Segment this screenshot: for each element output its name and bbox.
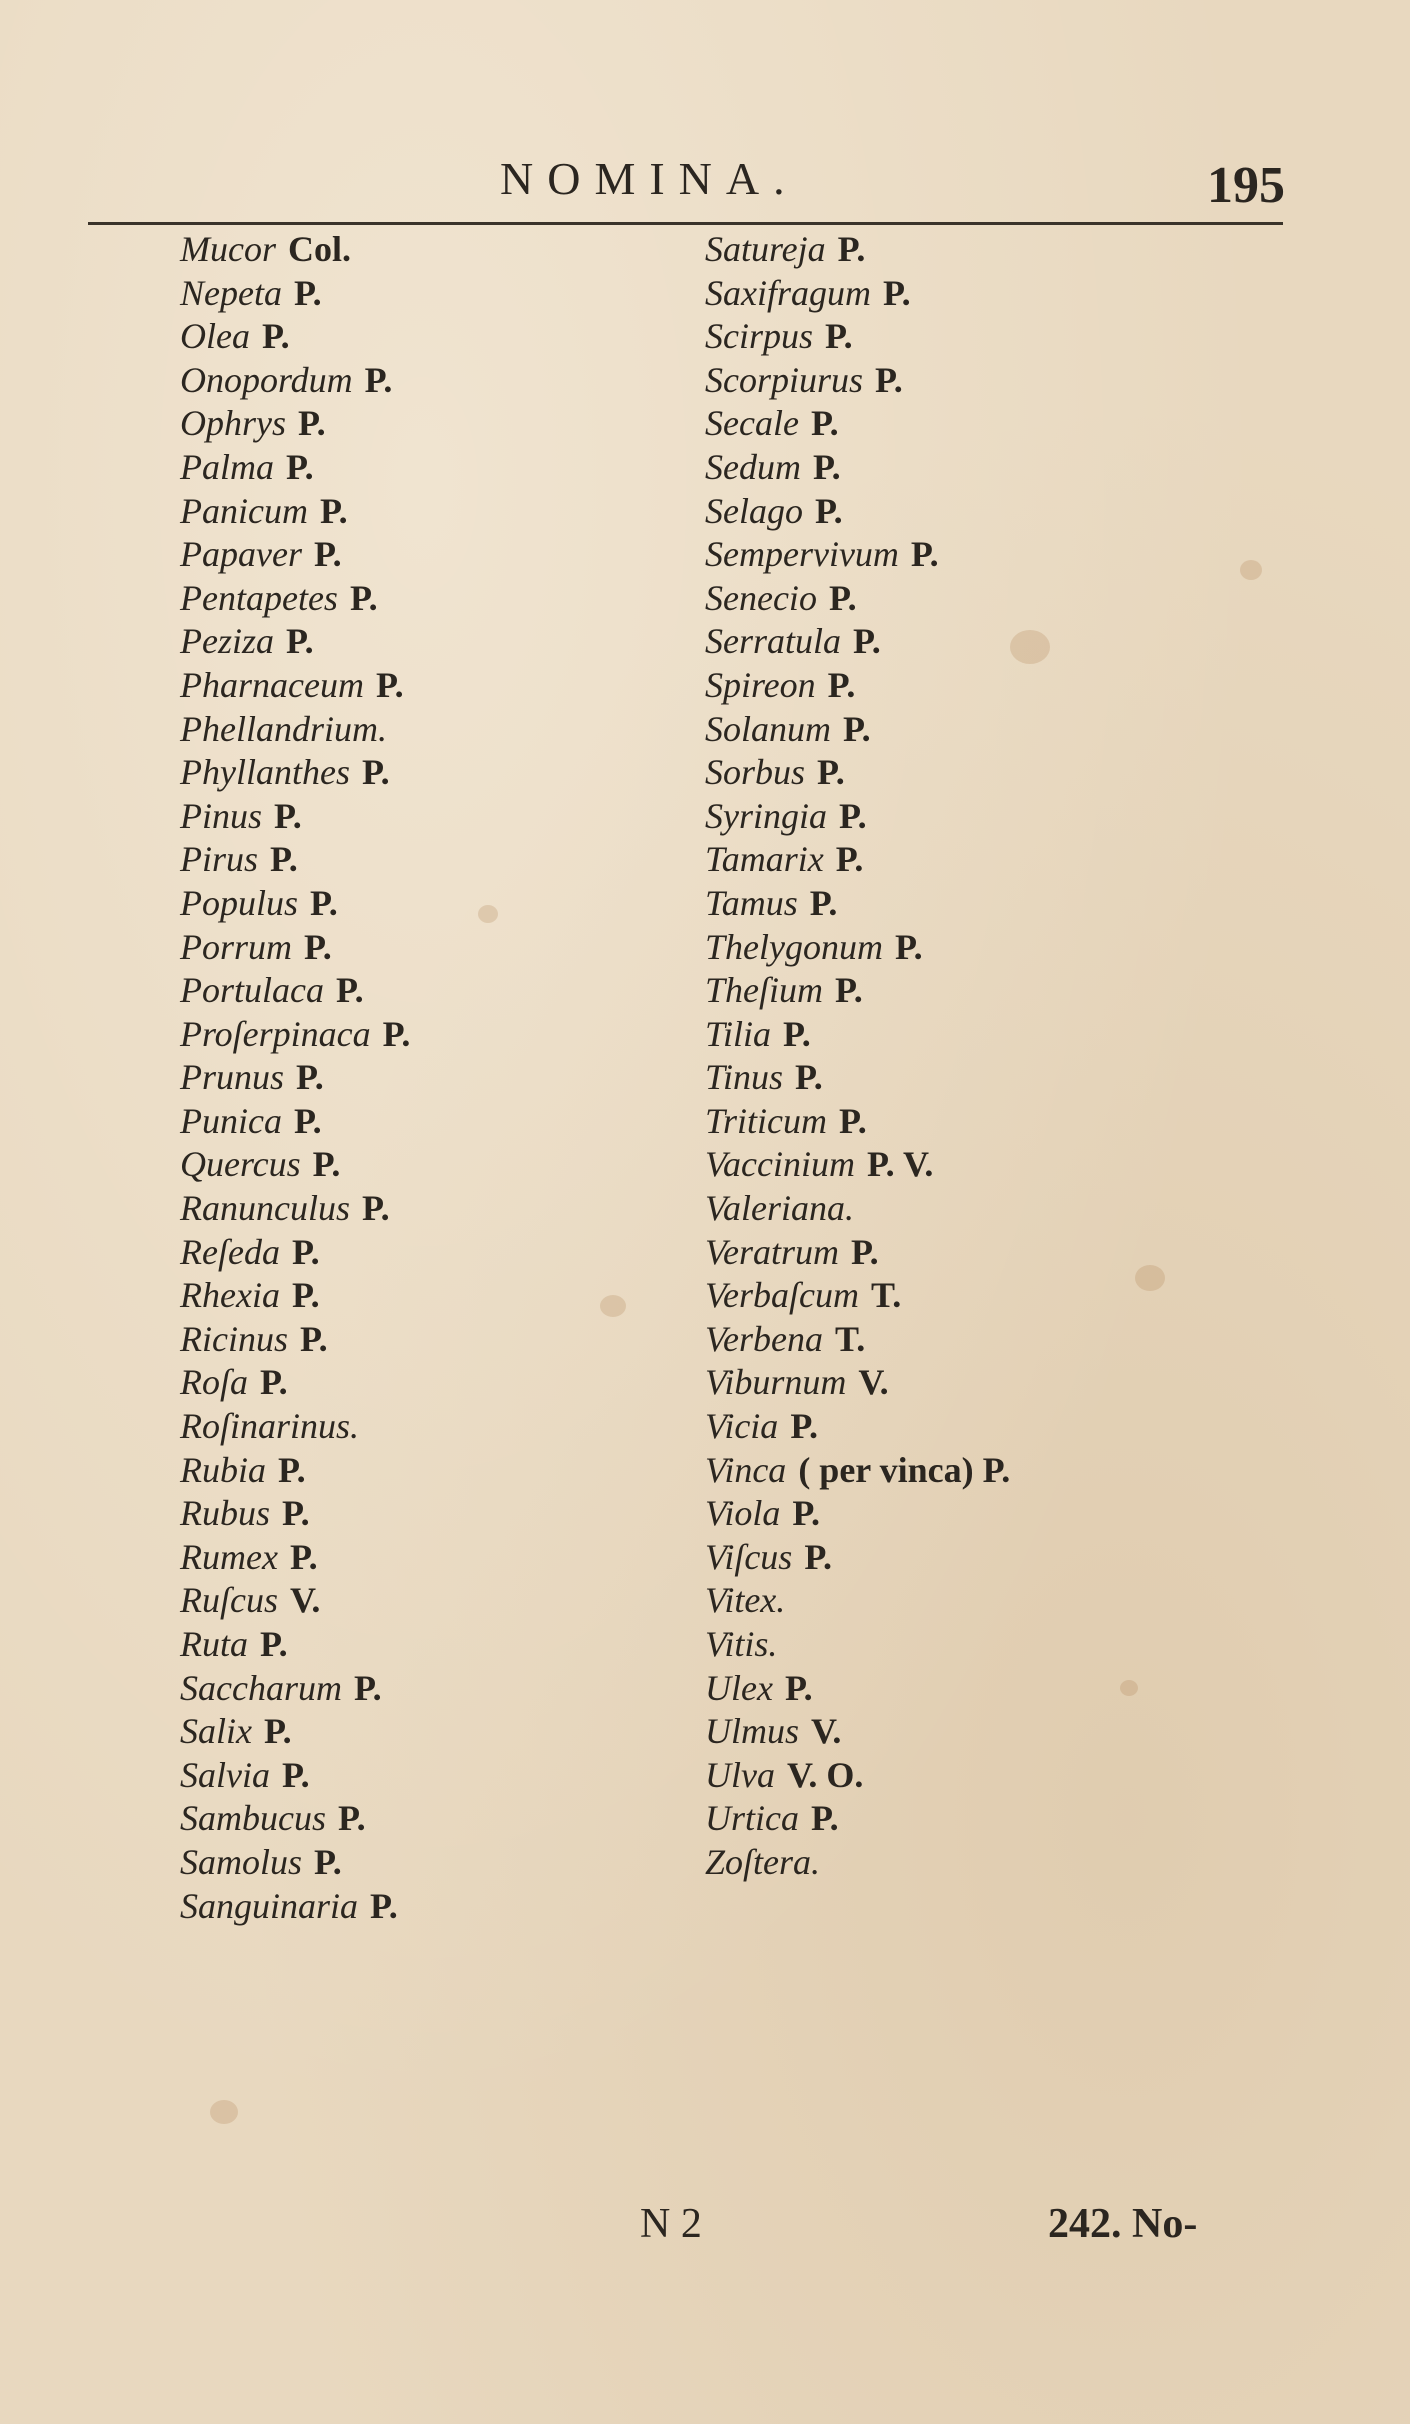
genus-name: Tamus [705,882,798,923]
foxing-spot [478,905,498,923]
source-mark: P. [814,490,843,531]
plant-entry [180,664,410,708]
genus-name: Urtica [705,1798,799,1839]
plant-entry [180,1667,410,1711]
genus-name: Sedum [705,446,801,487]
plant-entry [705,1187,1010,1231]
genus-name: Solanum [705,708,831,749]
source-mark: P. [795,1057,823,1098]
plant-entry [180,751,410,795]
source-mark: P. [851,1231,879,1272]
right-column [705,228,1010,1885]
source-mark: P. [364,359,393,400]
source-mark: P. [827,664,856,705]
source-mark: P. [338,1798,366,1839]
genus-name: Onopordum [180,359,353,400]
source-mark: P. [370,1885,398,1926]
source-mark: P. [353,1667,382,1708]
genus-name: Sorbus [705,752,806,793]
source-mark: P. V. [866,1144,934,1185]
plant-entry [180,1536,410,1580]
genus-name: Porrum [180,926,293,967]
genus-name: Reſeda [180,1231,280,1272]
source-mark: P. [263,1711,292,1752]
genus-name: Saxifragum [705,272,871,313]
plant-entry [705,795,1010,839]
genus-name: Sempervivum [705,534,899,575]
plant-entry [705,838,1010,882]
plant-entry [180,620,410,664]
source-mark: P. [883,272,911,313]
genus-name: Saccharum [180,1667,342,1708]
genus-name: Roſa [180,1362,248,1403]
genus-name: Selago [705,490,803,531]
plant-entry [180,795,410,839]
plant-entry [705,1231,1010,1275]
genus-name: Zoſtera. [705,1841,821,1882]
genus-name: Ulmus [705,1711,800,1752]
source-mark: P. [270,839,298,880]
plant-entry [180,1797,410,1841]
genus-name: Pinus [180,795,263,836]
genus-name: Ulex [705,1667,773,1708]
plant-entry [705,1492,1010,1536]
genus-name: Palma [180,446,274,487]
genus-name: Senecio [705,577,817,618]
source-mark: P. [314,1841,342,1882]
source-mark: P. [828,577,857,618]
genus-name: Ophrys [180,403,286,444]
source-mark: Col. [287,229,351,269]
genus-name: Nepeta [180,272,282,313]
source-mark: V. [811,1711,842,1752]
plant-entry [705,1579,1010,1623]
genus-name: Papaver [180,534,302,575]
source-mark: P. [349,577,378,618]
plant-entry [705,1667,1010,1711]
source-mark: P. [375,664,404,705]
plant-entry [180,272,410,316]
plant-entry [705,315,1010,359]
foxing-spot [1240,560,1262,580]
plant-entry [180,315,410,359]
plant-entry [705,1100,1010,1144]
source-mark: P. [790,1406,818,1447]
source-mark: P. [894,926,923,967]
genus-name: Verbena [705,1318,823,1359]
plant-entry [180,1623,410,1667]
source-mark: P. [261,316,290,357]
source-mark: P. [293,272,322,313]
plant-entry [705,1536,1010,1580]
plant-entry [180,1274,410,1318]
genus-name: Sanguinaria [180,1885,359,1926]
source-mark: P. [293,1100,322,1141]
catchword: 242. No- [1048,2201,1198,2247]
genus-name: Samolus [180,1841,303,1882]
genus-name: Populus [180,882,299,923]
genus-name: Tilia [705,1013,772,1054]
genus-name: Ruta [180,1624,248,1664]
genus-name: Salix [180,1711,252,1752]
plant-entry [705,664,1010,708]
source-mark: P. [839,1100,867,1141]
plant-entry [705,969,1010,1013]
source-mark: P. [260,1362,288,1403]
plant-entry [705,1274,1010,1318]
genus-name: Valeriana. [705,1188,854,1229]
plant-entry [180,228,410,272]
genus-name: Veratrum [705,1231,839,1272]
genus-name: Rubia [180,1449,266,1490]
plant-entry [705,577,1010,621]
source-mark: P. [843,708,871,749]
plant-entry [705,708,1010,752]
plant-entry [705,1318,1010,1362]
genus-name: Olea [180,316,250,357]
source-mark: P. [260,1624,288,1664]
plant-entry [180,1143,410,1187]
source-mark: P. [811,1798,839,1839]
genus-name: Tinus [705,1057,784,1098]
plant-entry [705,1841,1010,1885]
foxing-spot [600,1295,626,1317]
plant-entry [180,1885,410,1929]
signature-mark: N 2 [640,2201,702,2247]
source-mark: P. [361,1188,390,1229]
genus-name: Pentapetes [180,577,338,618]
foxing-spot [1010,630,1050,664]
genus-name: Tamarix [705,839,824,880]
plant-entry [180,1318,410,1362]
genus-name: Phellandrium. [180,708,387,749]
source-mark: P. [792,1493,821,1534]
source-mark: P. [313,534,342,575]
genus-name: Rhexia [180,1275,280,1316]
plant-entry [180,1841,410,1885]
genus-name: Spireon [705,664,816,705]
page-number: 195 [1207,157,1285,214]
genus-name: Vinca [705,1449,787,1490]
plant-entry [180,1013,410,1057]
genus-name: Scorpiurus [705,359,864,400]
genus-name: Sambucus [180,1798,326,1839]
genus-name: Rumex [180,1536,278,1577]
foxing-spot [1120,1680,1138,1696]
left-column [180,228,410,1928]
source-mark: P. [853,621,881,662]
genus-name: Pharnaceum [180,664,364,705]
genus-name: Ruſcus [180,1580,278,1621]
plant-entry [705,751,1010,795]
source-mark: P. [282,1493,310,1534]
source-mark: P. [361,752,390,793]
plant-entry [180,1100,410,1144]
genus-name: Prunus [180,1057,285,1098]
plant-entry [705,1056,1010,1100]
plant-entry [705,359,1010,403]
source-mark: P. [382,1013,411,1054]
genus-name: Punica [180,1100,282,1141]
genus-name: Ulva [705,1754,775,1795]
source-mark: P. [291,1231,320,1272]
plant-entry [705,1754,1010,1798]
plant-entry [180,1187,410,1231]
foxing-spot [1135,1265,1165,1291]
genus-name: Mucor [180,229,276,269]
source-mark: P. [278,1449,306,1490]
genus-name: Serratula [705,621,842,662]
genus-name: Scirpus [705,316,813,357]
foxing-spot [210,2100,238,2124]
genus-name: Vitis. [705,1624,778,1664]
plant-entry [705,882,1010,926]
source-mark: P. [274,795,302,836]
plant-entry [180,708,410,752]
header-rule [88,222,1283,225]
plant-entry [180,1056,410,1100]
genus-name: Rubus [180,1493,270,1534]
plant-entry [705,1797,1010,1841]
genus-name: Peziza [180,621,274,662]
plant-entry [705,926,1010,970]
plant-entry [180,402,410,446]
source-mark: P. [289,1536,318,1577]
genus-name: Viſcus [705,1536,793,1577]
plant-entry [180,882,410,926]
plant-entry [180,1405,410,1449]
source-mark: P. [910,534,939,575]
plant-entry [705,1143,1010,1187]
plant-entry [705,1361,1010,1405]
plant-entry [705,490,1010,534]
source-mark: P. [310,882,338,923]
genus-name: Quercus [180,1144,301,1185]
plant-entry [180,926,410,970]
plant-entry [180,1710,410,1754]
genus-name: Portulaca [180,970,324,1011]
genus-name: Satureja [705,229,826,269]
source-mark: P. [312,1144,341,1185]
source-mark: P. [835,839,864,880]
plant-entry [180,490,410,534]
genus-name: Viburnum [705,1362,847,1403]
source-mark: P. [304,926,332,967]
plant-entry [180,1449,410,1493]
genus-name: Syringia [705,795,827,836]
genus-name: Pirus [180,839,259,880]
plant-entry [705,533,1010,577]
source-mark: P. [299,1318,328,1359]
plant-entry [180,1754,410,1798]
source-mark: P. [319,490,348,531]
genus-name: Triticum [705,1100,828,1141]
source-mark: P. [839,795,867,836]
plant-entry [180,838,410,882]
source-mark: P. [810,403,839,444]
source-mark: P. [809,882,838,923]
plant-entry [180,577,410,621]
genus-name: Vicia [705,1406,779,1447]
genus-name: Verbaſcum [705,1275,859,1316]
plant-entry [180,1231,410,1275]
genus-name: Viola [705,1493,781,1534]
plant-entry [705,1449,1010,1493]
source-mark: P. [837,229,866,269]
plant-entry [180,1492,410,1536]
genus-name: Vaccinium [705,1144,855,1185]
genus-name: Panicum [180,490,308,531]
plant-entry [705,402,1010,446]
plant-entry [705,1013,1010,1057]
plant-entry [180,533,410,577]
genus-name: Secale [705,403,799,444]
plant-entry [180,1579,410,1623]
source-mark: P. [835,970,863,1011]
plant-entry [180,359,410,403]
source-mark: T. [870,1275,902,1316]
genus-name: Thelygonum [705,926,883,967]
source-mark: P. [783,1013,811,1054]
genus-name: Proſerpinaca [180,1013,371,1054]
running-header [90,152,1285,222]
genus-name: Vitex. [705,1580,786,1621]
source-mark: P. [286,621,314,662]
plant-entry [180,1361,410,1405]
source-mark: P. [281,1754,310,1795]
source-mark: P. [804,1536,832,1577]
source-mark: P. [784,1667,813,1708]
source-mark: V. [858,1362,889,1403]
genus-name: Roſinarinus. [180,1406,360,1447]
source-mark: P. [291,1275,320,1316]
running-title: NOMINA. [500,153,799,204]
source-mark: P. [298,403,326,444]
source-mark: P. [825,316,853,357]
plant-entry [705,620,1010,664]
plant-entry [705,1710,1010,1754]
source-mark: P. [812,446,841,487]
source-mark: P. [335,970,364,1011]
source-mark: P. [296,1057,324,1098]
plant-entry [705,1405,1010,1449]
plant-entry [180,446,410,490]
source-mark: T. [834,1318,866,1359]
genus-name: Ricinus [180,1318,288,1359]
plant-entry [180,969,410,1013]
source-mark: P. [875,359,903,400]
genus-name: Phyllanthes [180,752,350,793]
source-mark: ( per vinca) P. [798,1449,1011,1490]
genus-name: Salvia [180,1754,270,1795]
source-mark: P. [817,752,845,793]
plant-entry [705,446,1010,490]
source-mark: P. [286,446,314,487]
plant-entry [705,228,1010,272]
plant-entry [705,1623,1010,1667]
plant-entry [705,272,1010,316]
source-mark: V. [289,1580,321,1621]
genus-name: Ranunculus [180,1188,350,1229]
source-mark: V. O. [786,1754,864,1795]
genus-name: Theſium [705,970,824,1011]
